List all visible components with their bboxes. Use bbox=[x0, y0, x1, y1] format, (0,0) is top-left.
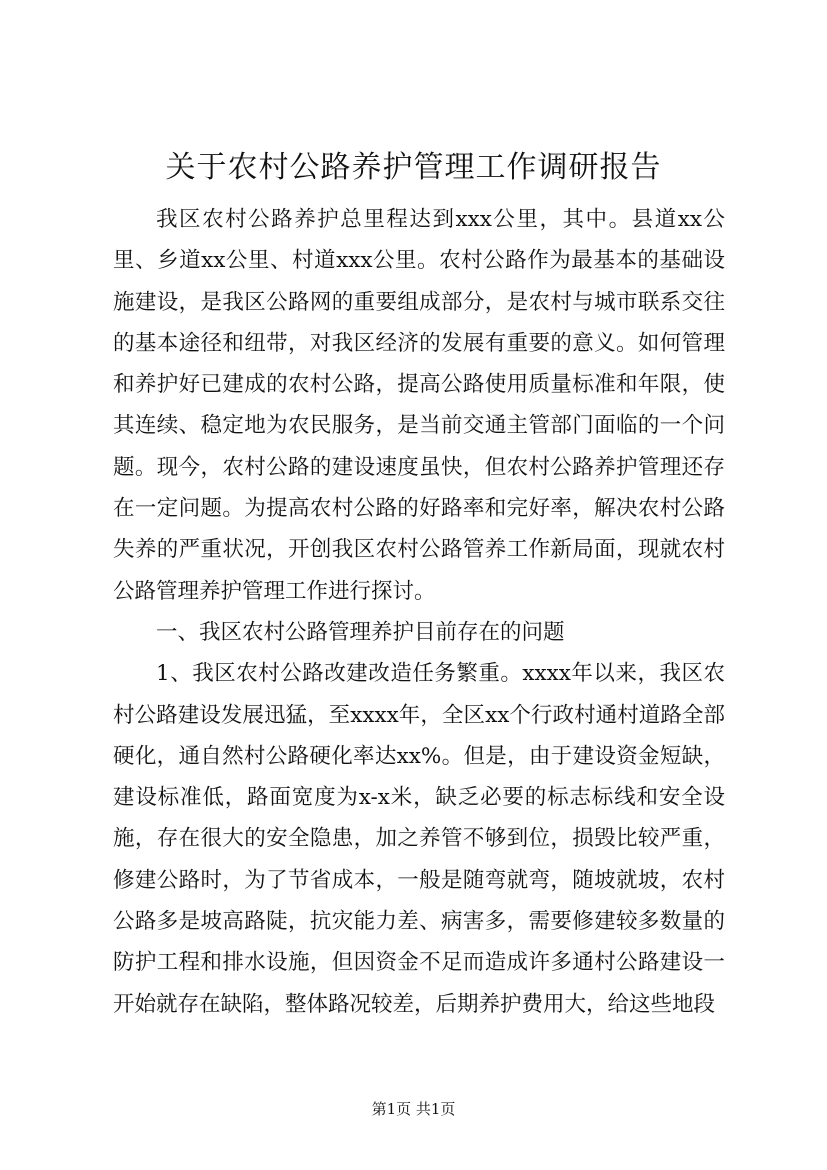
body-paragraph: 1、我区农村公路改建改造任务繁重。xxxx年以来，我区农村公路建设发展迅猛，至xxxx年，全区xx个行政村通村道路全部硬化，通自然村公路硬化率达xx%。但是，由于建设资金短缺，建设标准低，路面宽度为x-x米，缺乏必要的标志标线和安全设施，存在很大的安全隐患，加之养管不够到位，损毁比较严重，修建公路时，为了节省成本，一般是随弯就弯，随坡就坡，农村公路多是坡高路陡，抗灾能力差、病害多，需要修建较多数量的防护工程和排水设施，但因资金不足而造成许多通村公路建设一开始就存在缺陷，整体路况较差，后期养护费用大，给这些地段 bbox=[113, 661, 725, 1017]
document-title: 关于农村公路养护管理工作调研报告 bbox=[165, 150, 662, 185]
intro-paragraph: 我区农村公路养护总里程达到xxx公里，其中。县道xx公里、乡道xx公里、村道xxx公里。农村公路作为最基本的基础设施建设，是我区公路网的重要组成部分，是农村与城市联系交往的基本途径和纽带，对我区经济的发展有重要的意义。如何管理和养护好已建成的农村公路，提高公路使用质量标准和年限，使其连续、稳定地为农民服务，是当前交通主管部门面临的一个问题。现今，农村公路的建设速度虽快，但农村公路养护管理还存在一定问题。为提高农村公路的好路率和完好率，解决农村公路失养的严重状况，开创我区农村公路管养工作新局面，现就农村公路管理养护管理工作进行探讨。 bbox=[113, 207, 725, 604]
section-heading: 一、我区农村公路管理养护目前存在的问题 bbox=[156, 619, 565, 645]
document-body bbox=[113, 199, 725, 1025]
page-footer: 第1页 共1页 bbox=[371, 1100, 456, 1118]
